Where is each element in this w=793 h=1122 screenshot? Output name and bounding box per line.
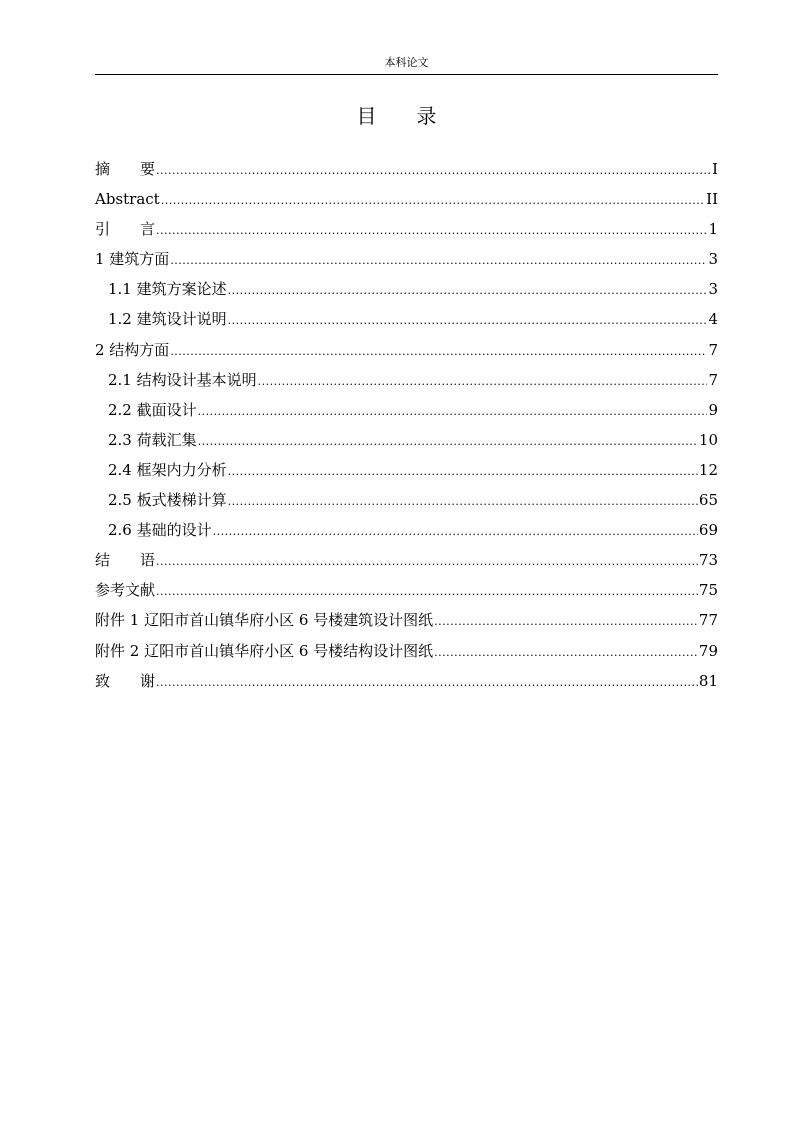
- toc-entry-page: 9: [708, 400, 718, 419]
- toc-entry-page: 77: [698, 611, 718, 630]
- toc-entry-label: 1.1 建筑方案论述: [108, 280, 227, 299]
- toc-entry-page: 3: [708, 280, 718, 299]
- toc-entry-label: 引 言: [95, 220, 156, 239]
- toc-entry-page: 79: [698, 641, 718, 660]
- toc-entry-section-1-1[interactable]: [95, 274, 718, 304]
- table-of-contents: [95, 154, 718, 696]
- toc-entry-conclusion[interactable]: [95, 545, 718, 575]
- toc-entry-abstract-en[interactable]: [95, 184, 718, 214]
- toc-entry-label: 2.1 结构设计基本说明: [108, 370, 257, 389]
- dot-leader: [434, 607, 698, 637]
- toc-entry-label: 参考文献: [95, 581, 156, 600]
- toc-entry-chapter-2[interactable]: [95, 335, 718, 365]
- dot-leader: [156, 668, 698, 698]
- toc-entry-abstract-cn[interactable]: [95, 154, 718, 184]
- dot-leader: [156, 216, 707, 246]
- toc-entry-section-2-2[interactable]: [95, 395, 718, 425]
- toc-entry-section-1-2[interactable]: [95, 304, 718, 334]
- toc-entry-label: 结 语: [95, 551, 156, 570]
- toc-entry-section-2-4[interactable]: [95, 455, 718, 485]
- toc-entry-page: 69: [698, 521, 718, 540]
- dot-leader: [228, 276, 708, 306]
- toc-entry-acknowledgements[interactable]: [95, 666, 718, 696]
- toc-entry-page: 73: [698, 551, 718, 570]
- toc-entry-appendix-1[interactable]: [95, 605, 718, 635]
- toc-entry-page: I: [712, 160, 718, 178]
- dot-leader: [228, 487, 698, 517]
- toc-entry-label: 附件 1 辽阳市首山镇华府小区 6 号楼建筑设计图纸: [95, 611, 434, 630]
- toc-entry-section-2-6[interactable]: [95, 515, 718, 545]
- toc-entry-section-2-3[interactable]: [95, 425, 718, 455]
- dot-leader: [258, 367, 708, 397]
- toc-entry-page: 7: [708, 370, 718, 389]
- dot-leader: [156, 577, 698, 607]
- toc-entry-page: 65: [698, 491, 718, 510]
- toc-entry-label: 2.4 框架内力分析: [108, 460, 227, 479]
- toc-entry-appendix-2[interactable]: [95, 636, 718, 666]
- toc-entry-label: 2.5 板式楼梯计算: [108, 491, 227, 510]
- toc-entry-label: 1 建筑方面: [95, 250, 170, 269]
- toc-entry-page: 7: [708, 340, 718, 359]
- toc-entry-label: 2.6 基础的设计: [108, 521, 212, 540]
- toc-entry-label: 2.3 荷载汇集: [108, 430, 197, 449]
- dot-leader: [198, 427, 698, 457]
- toc-entry-page: 81: [698, 671, 718, 690]
- dot-leader: [434, 638, 698, 668]
- toc-title: 目录: [356, 104, 477, 128]
- toc-entry-page: II: [706, 190, 718, 209]
- toc-entry-section-2-5[interactable]: [95, 485, 718, 515]
- toc-entry-chapter-1[interactable]: [95, 244, 718, 274]
- toc-entry-section-2-1[interactable]: [95, 365, 718, 395]
- dot-leader: [161, 186, 705, 216]
- toc-entry-label: 2.2 截面设计: [108, 400, 197, 419]
- toc-entry-label: Abstract: [95, 190, 160, 209]
- dot-leader: [228, 306, 708, 336]
- dot-leader: [213, 517, 698, 547]
- toc-entry-page: 4: [708, 310, 718, 329]
- toc-entry-label: 2 结构方面: [95, 340, 170, 359]
- toc-entry-references[interactable]: [95, 575, 718, 605]
- dot-leader: [198, 397, 708, 427]
- toc-entry-label: 致 谢: [95, 671, 156, 690]
- toc-entry-page: 3: [708, 250, 718, 269]
- dot-leader: [156, 547, 698, 577]
- toc-entry-page: 75: [698, 581, 718, 600]
- toc-entry-page: 1: [708, 220, 718, 239]
- toc-entry-label: 1.2 建筑设计说明: [108, 310, 227, 329]
- running-header: 本科论文: [95, 56, 718, 75]
- toc-entry-introduction[interactable]: [95, 214, 718, 244]
- toc-entry-page: 12: [698, 460, 718, 479]
- dot-leader: [170, 337, 707, 367]
- dot-leader: [170, 246, 707, 276]
- toc-entry-page: 10: [698, 430, 718, 449]
- toc-entry-label: 附件 2 辽阳市首山镇华府小区 6 号楼结构设计图纸: [95, 641, 434, 660]
- toc-entry-label: 摘 要: [95, 160, 156, 178]
- dot-leader: [156, 156, 711, 186]
- dot-leader: [228, 457, 698, 487]
